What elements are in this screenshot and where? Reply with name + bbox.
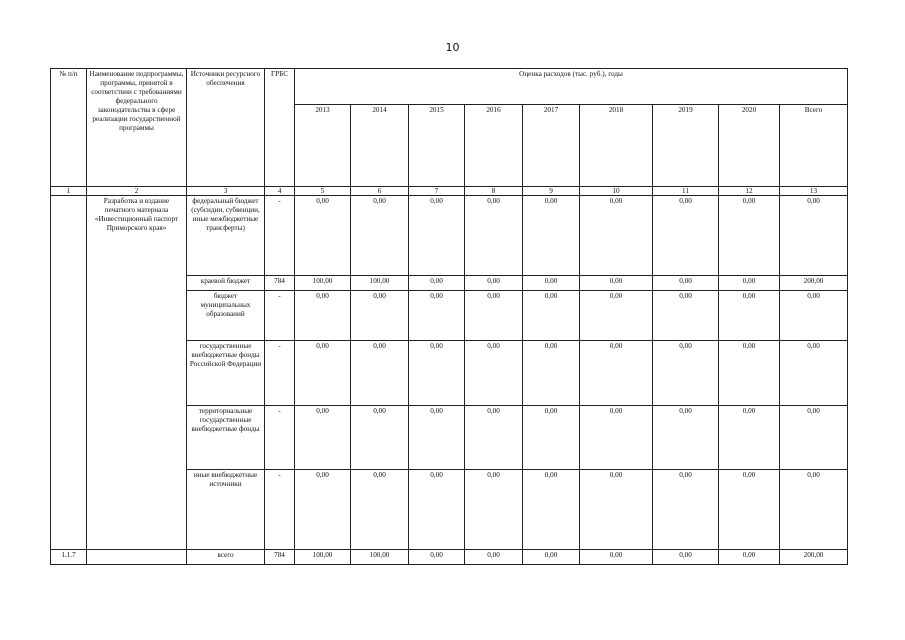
value-cell: 0,00 <box>523 196 580 276</box>
value-cell: 0,00 <box>351 470 409 550</box>
value-cell: 0,00 <box>780 291 848 341</box>
value-cell: 100,00 <box>351 276 409 291</box>
value-cell: 0,00 <box>523 276 580 291</box>
header-row <box>51 69 848 105</box>
value-cell: 0,00 <box>719 341 780 406</box>
grbs-cell: - <box>265 196 295 276</box>
value-cell: 0,00 <box>409 276 465 291</box>
total-row <box>51 550 848 565</box>
grbs-cell: - <box>265 406 295 470</box>
source-cell: иные внебюджетные источники <box>187 470 265 550</box>
value-cell: 0,00 <box>653 406 719 470</box>
header-estimate: Оценка расходов (тыс. руб.), годы <box>295 69 848 105</box>
value-cell: 0,00 <box>523 470 580 550</box>
value-cell: 0,00 <box>653 196 719 276</box>
value-cell: 0,00 <box>653 291 719 341</box>
expense-table <box>50 68 848 565</box>
header-name: Наименование подпрограммы, программы, принятой в соответствии с требованиями федерального законодательства в сфере реализации государственной программы <box>87 69 187 187</box>
value-cell: 0,00 <box>653 276 719 291</box>
column-number: 10 <box>580 187 653 196</box>
value-cell: 0,00 <box>523 291 580 341</box>
source-cell: федеральный бюджет (субсидии, субвенции, иные межбюджетные трансферты) <box>187 196 265 276</box>
year-header: 2018 <box>580 105 653 187</box>
value-cell: 0,00 <box>580 406 653 470</box>
value-cell: 0,00 <box>409 470 465 550</box>
year-header: Всего <box>780 105 848 187</box>
value-cell: 0,00 <box>465 406 523 470</box>
value-cell: 0,00 <box>295 291 351 341</box>
value-cell: 100,00 <box>295 550 351 565</box>
grbs-cell: - <box>265 291 295 341</box>
value-cell: 0,00 <box>719 291 780 341</box>
value-cell: 0,00 <box>780 196 848 276</box>
value-cell: 0,00 <box>523 406 580 470</box>
column-number: 3 <box>187 187 265 196</box>
value-cell: 0,00 <box>653 341 719 406</box>
value-cell: 0,00 <box>295 406 351 470</box>
value-cell: 0,00 <box>719 470 780 550</box>
value-cell: 0,00 <box>351 406 409 470</box>
grbs-cell: 784 <box>265 550 295 565</box>
value-cell: 0,00 <box>465 550 523 565</box>
value-cell: 200,00 <box>780 276 848 291</box>
value-cell: 100,00 <box>295 276 351 291</box>
header-source: Источники ресурсного обеспечения <box>187 69 265 187</box>
value-cell: 0,00 <box>409 291 465 341</box>
value-cell: 0,00 <box>653 550 719 565</box>
column-number: 13 <box>780 187 848 196</box>
header-grbs: ГРБС <box>265 69 295 187</box>
year-header: 2020 <box>719 105 780 187</box>
value-cell: 0,00 <box>409 341 465 406</box>
value-cell: 0,00 <box>409 196 465 276</box>
value-cell: 0,00 <box>780 406 848 470</box>
column-number: 6 <box>351 187 409 196</box>
year-header: 2016 <box>465 105 523 187</box>
value-cell: 0,00 <box>465 196 523 276</box>
value-cell: 0,00 <box>580 341 653 406</box>
year-header: 2015 <box>409 105 465 187</box>
table-row <box>51 196 848 276</box>
value-cell: 0,00 <box>523 341 580 406</box>
column-number: 11 <box>653 187 719 196</box>
value-cell: 0,00 <box>295 470 351 550</box>
value-cell: 0,00 <box>465 291 523 341</box>
grbs-cell: - <box>265 341 295 406</box>
value-cell: 0,00 <box>780 470 848 550</box>
value-cell: 0,00 <box>780 341 848 406</box>
value-cell: 0,00 <box>465 470 523 550</box>
value-cell: 0,00 <box>653 470 719 550</box>
grbs-cell: - <box>265 470 295 550</box>
value-cell: 0,00 <box>351 196 409 276</box>
year-header: 2014 <box>351 105 409 187</box>
source-cell: государственные внебюджетные фонды Российской Федерации <box>187 341 265 406</box>
source-cell: краевой бюджет <box>187 276 265 291</box>
column-number: 7 <box>409 187 465 196</box>
value-cell: 0,00 <box>580 470 653 550</box>
value-cell: 0,00 <box>351 291 409 341</box>
total-empty <box>87 550 187 565</box>
source-cell: бюджет муниципальных образований <box>187 291 265 341</box>
value-cell: 0,00 <box>409 550 465 565</box>
value-cell: 0,00 <box>580 550 653 565</box>
column-number: 5 <box>295 187 351 196</box>
column-number: 1 <box>51 187 87 196</box>
column-number: 2 <box>87 187 187 196</box>
value-cell: 0,00 <box>719 550 780 565</box>
value-cell: 0,00 <box>580 291 653 341</box>
column-number: 4 <box>265 187 295 196</box>
value-cell: 0,00 <box>719 406 780 470</box>
column-number: 8 <box>465 187 523 196</box>
value-cell: 0,00 <box>465 276 523 291</box>
row-number-empty <box>51 196 87 550</box>
value-cell: 0,00 <box>580 196 653 276</box>
value-cell: 0,00 <box>295 196 351 276</box>
value-cell: 0,00 <box>719 196 780 276</box>
value-cell: 0,00 <box>409 406 465 470</box>
year-header: 2019 <box>653 105 719 187</box>
source-cell: территориальные государственные внебюджетные фонды <box>187 406 265 470</box>
grbs-cell: 784 <box>265 276 295 291</box>
year-header: 2013 <box>295 105 351 187</box>
value-cell: 200,00 <box>780 550 848 565</box>
year-header: 2017 <box>523 105 580 187</box>
value-cell: 0,00 <box>465 341 523 406</box>
value-cell: 0,00 <box>523 550 580 565</box>
subprogram-name: Разработка и издание печатного материала «Инвестиционный паспорт Приморского края» <box>87 196 187 550</box>
value-cell: 0,00 <box>295 341 351 406</box>
column-number: 12 <box>719 187 780 196</box>
value-cell: 0,00 <box>719 276 780 291</box>
value-cell: 100,00 <box>351 550 409 565</box>
total-row-number: 1.1.7 <box>51 550 87 565</box>
page-number: 10 <box>445 41 460 54</box>
total-label: всего <box>187 550 265 565</box>
value-cell: 0,00 <box>580 276 653 291</box>
column-number: 9 <box>523 187 580 196</box>
value-cell: 0,00 <box>351 341 409 406</box>
header-num: № п/п <box>51 69 87 187</box>
column-numbers-row <box>51 187 848 196</box>
